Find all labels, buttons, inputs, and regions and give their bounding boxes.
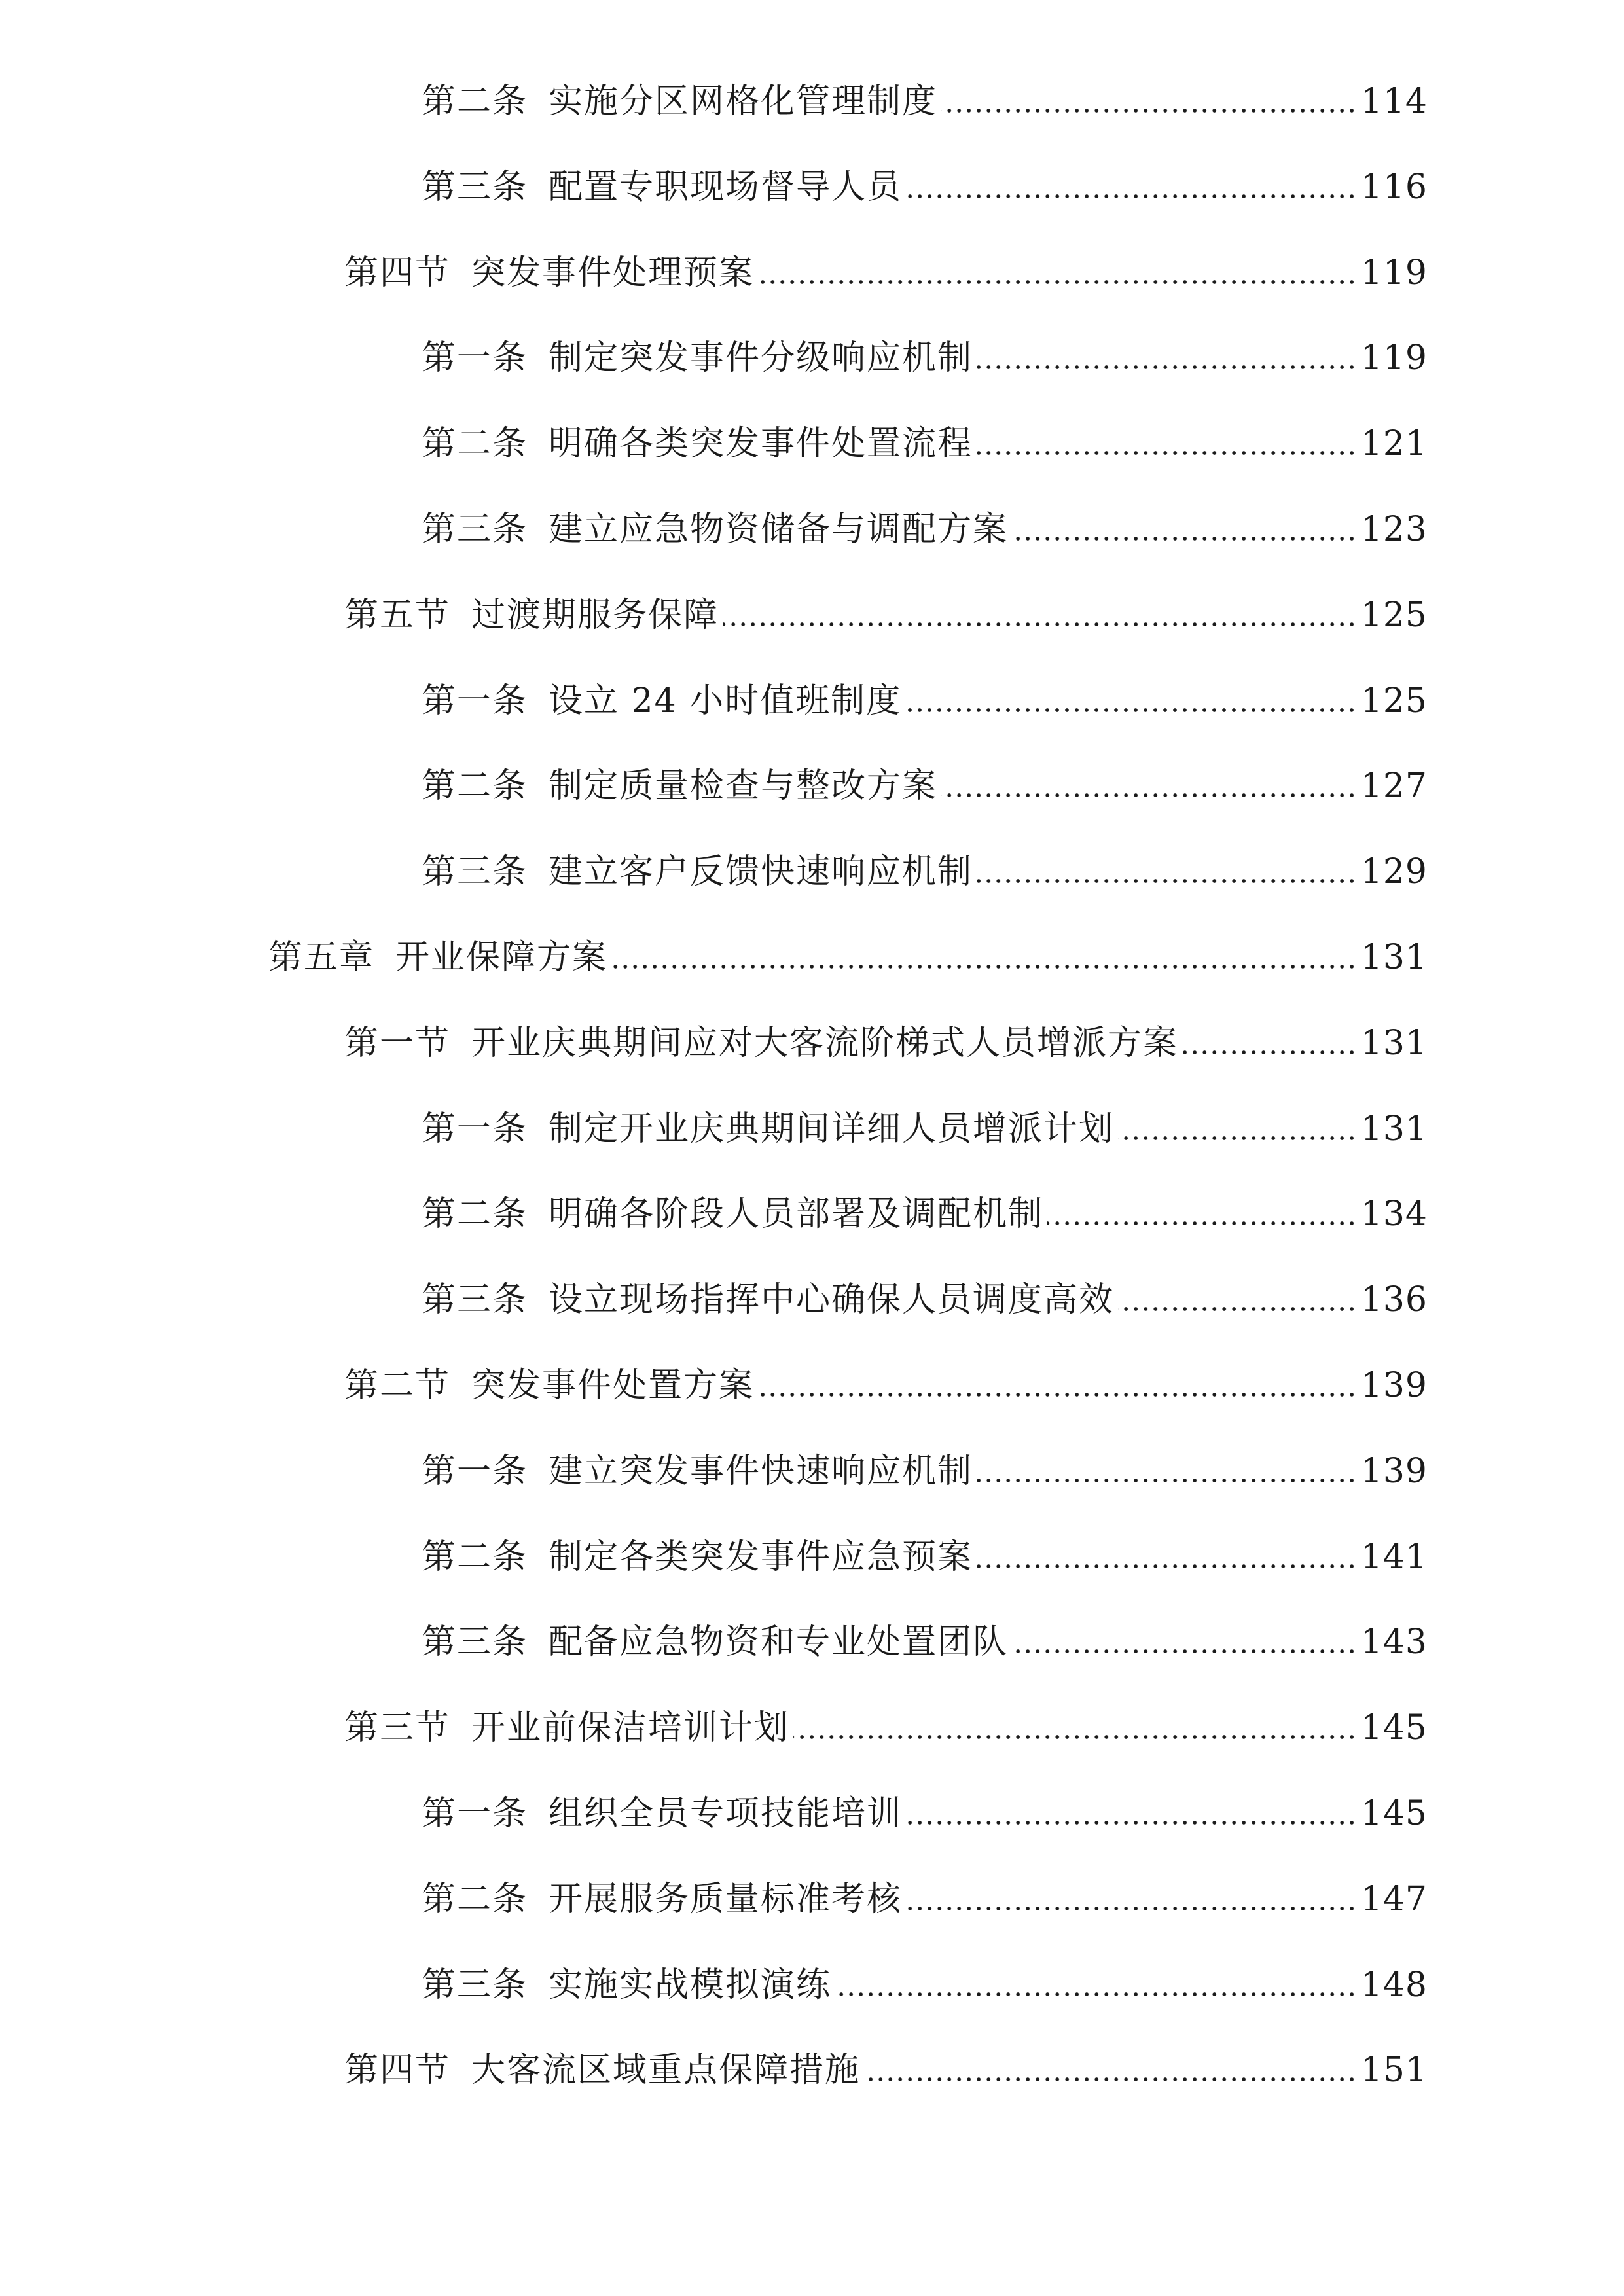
toc-entry-title: 过渡期服务保障 — [471, 595, 719, 635]
toc-page-number: 114 — [1360, 82, 1428, 121]
toc-page-number: 131 — [1360, 938, 1428, 977]
toc-entry-number: 第三条 — [422, 167, 528, 207]
toc-dot-leader — [941, 792, 1357, 798]
toc-entry-title: 制定突发事件分级响应机制 — [549, 338, 973, 378]
toc-dot-leader — [906, 193, 1357, 200]
toc-page-number: 148 — [1360, 1965, 1428, 2005]
toc-entry-title: 明确各类突发事件处置流程 — [549, 424, 973, 464]
toc-entry-number: 第四节 — [344, 2051, 451, 2090]
toc-entry-label — [422, 164, 902, 210]
toc-entry-title: 明确各阶段人员部署及调配机制 — [549, 1194, 1044, 1234]
toc-entry[interactable] — [422, 408, 1428, 467]
toc-entry-number: 第三条 — [422, 1965, 528, 2005]
toc-entry-label — [422, 79, 937, 124]
toc-entry-title: 配备应急物资和专业处置团队 — [549, 1623, 1009, 1662]
toc-dot-leader — [977, 364, 1357, 370]
toc-entry-title: 组织全员专项技能培训 — [549, 1794, 903, 1833]
toc-entry-number: 第一条 — [422, 338, 528, 378]
toc-page-number: 141 — [1360, 1537, 1428, 1577]
toc-entry[interactable] — [422, 665, 1428, 724]
toc-page-number: 131 — [1360, 1109, 1428, 1149]
toc-dot-leader — [1118, 1135, 1357, 1141]
toc-page-number: 131 — [1360, 1023, 1428, 1063]
toc-dot-leader — [758, 279, 1357, 285]
toc-entry-number: 第三条 — [422, 852, 528, 892]
toc-dot-leader — [977, 1563, 1357, 1570]
toc-dot-leader — [611, 963, 1357, 970]
toc-page-number: 139 — [1360, 1366, 1428, 1405]
toc-page-number: 129 — [1360, 852, 1428, 892]
toc-entry-label — [422, 1106, 1114, 1152]
toc-entry-number: 第三节 — [344, 1708, 451, 1748]
toc-entry-number: 第一条 — [422, 1109, 528, 1149]
toc-entry[interactable] — [344, 237, 1428, 296]
toc-entry-title: 开业庆典期间应对大客流阶梯式人员增派方案 — [471, 1023, 1179, 1063]
toc-entry-label — [344, 1705, 789, 1751]
toc-dot-leader — [1118, 1306, 1357, 1312]
toc-dot-leader — [1182, 1049, 1357, 1056]
toc-entry[interactable] — [422, 1435, 1428, 1494]
toc-entry[interactable] — [422, 493, 1428, 552]
toc-entry[interactable] — [422, 1093, 1428, 1152]
toc-dot-leader — [723, 621, 1357, 628]
toc-entry-label — [422, 1791, 902, 1837]
toc-entry-title: 实施分区网格化管理制度 — [549, 82, 938, 121]
toc-entry-label — [422, 763, 937, 809]
toc-page-number: 119 — [1360, 338, 1428, 378]
toc-dot-leader — [1012, 535, 1357, 542]
toc-entry[interactable] — [422, 65, 1428, 124]
toc-entry-number: 第一条 — [422, 1451, 528, 1491]
toc-entry-label — [344, 592, 719, 638]
toc-entry-label — [422, 849, 973, 895]
toc-dot-leader — [1012, 1648, 1357, 1655]
toc-entry[interactable] — [422, 750, 1428, 809]
toc-entry[interactable] — [422, 1606, 1428, 1665]
toc-page-number: 134 — [1360, 1194, 1428, 1234]
toc-entry-title: 建立客户反馈快速响应机制 — [549, 852, 973, 892]
toc-page-number: 121 — [1360, 424, 1428, 464]
toc-entry-title: 突发事件处置方案 — [471, 1366, 755, 1405]
toc-entry-label — [422, 1448, 973, 1494]
toc-entry-title: 设立 24 小时值班制度 — [549, 681, 902, 721]
toc-entry[interactable] — [344, 1692, 1428, 1751]
toc-entry-title: 开业保障方案 — [395, 938, 608, 977]
toc-dot-leader — [977, 1477, 1357, 1484]
toc-entry[interactable] — [422, 1778, 1428, 1837]
toc-entry[interactable] — [344, 1350, 1428, 1408]
toc-entry[interactable] — [422, 1949, 1428, 2008]
toc-page-number: 139 — [1360, 1451, 1428, 1491]
toc-entry[interactable] — [422, 1264, 1428, 1323]
toc-entry[interactable] — [344, 2034, 1428, 2093]
toc-entry-title: 建立应急物资储备与调配方案 — [549, 510, 1009, 549]
toc-entry[interactable] — [422, 1863, 1428, 1922]
toc-entry-label — [422, 1876, 902, 1922]
toc-entry-number: 第一条 — [422, 1794, 528, 1833]
toc-entry-label — [422, 1277, 1114, 1323]
toc-entry-number: 第二条 — [422, 424, 528, 464]
toc-dot-leader — [793, 1734, 1357, 1740]
toc-entry[interactable] — [344, 1007, 1428, 1066]
toc-entry-label — [422, 421, 973, 467]
toc-dot-leader — [977, 450, 1357, 456]
toc-entry-title: 实施实战模拟演练 — [549, 1965, 832, 2005]
toc-entry-title: 设立现场指挥中心确保人员调度高效 — [549, 1280, 1115, 1320]
toc-entry-label — [422, 1534, 973, 1580]
toc-entry-label — [422, 1962, 831, 2008]
toc-entry-title: 制定开业庆典期间详细人员增派计划 — [549, 1109, 1115, 1149]
toc-entry[interactable] — [422, 1178, 1428, 1237]
toc-entry-number: 第二条 — [422, 1194, 528, 1234]
toc-page-number: 116 — [1360, 167, 1428, 207]
toc-entry-number: 第二条 — [422, 1537, 528, 1577]
toc-entry-title: 配置专职现场督导人员 — [549, 167, 903, 207]
toc-page-number: 147 — [1360, 1879, 1428, 1919]
toc-page-number: 145 — [1360, 1794, 1428, 1833]
toc-page-number: 127 — [1360, 766, 1428, 806]
toc-entry-label — [344, 2047, 860, 2093]
toc-entry-title: 建立突发事件快速响应机制 — [549, 1451, 973, 1491]
toc-dot-leader — [906, 1905, 1357, 1912]
toc-entry-label — [344, 250, 754, 296]
toc-entry-number: 第五章 — [268, 938, 375, 977]
toc-entry-title: 制定质量检查与整改方案 — [549, 766, 938, 806]
toc-entry-label — [422, 1191, 1043, 1237]
toc-page-number: 136 — [1360, 1280, 1428, 1320]
toc-entry-title: 制定各类突发事件应急预案 — [549, 1537, 973, 1577]
toc-dot-leader — [905, 707, 1356, 713]
toc-entry-title: 突发事件处理预案 — [471, 253, 755, 293]
toc-dot-leader — [941, 107, 1357, 114]
toc-entry-label — [422, 678, 901, 724]
toc-page-number: 119 — [1360, 253, 1428, 293]
toc-entry[interactable] — [422, 322, 1428, 381]
toc-entry[interactable] — [268, 922, 1428, 980]
toc-dot-leader — [906, 1820, 1357, 1826]
toc-entry-title: 开业前保洁培训计划 — [471, 1708, 790, 1748]
toc-entry[interactable] — [422, 836, 1428, 895]
toc-dot-leader — [864, 2076, 1357, 2083]
toc-dot-leader — [977, 878, 1357, 884]
toc-page-number: 151 — [1360, 2051, 1428, 2090]
toc-dot-leader — [835, 1991, 1357, 1998]
toc-entry-number: 第二节 — [344, 1366, 451, 1405]
toc-dot-leader — [1047, 1220, 1357, 1227]
toc-page-number: 143 — [1360, 1623, 1428, 1662]
toc-page-number: 145 — [1360, 1708, 1428, 1748]
toc-entry-number: 第二条 — [422, 82, 528, 121]
toc-entry-title: 开展服务质量标准考核 — [549, 1879, 903, 1919]
toc-entry-number: 第一条 — [422, 681, 528, 721]
toc-entry-label — [268, 935, 607, 980]
toc-entry-number: 第三条 — [422, 510, 528, 549]
toc-page-number: 123 — [1360, 510, 1428, 549]
toc-entry-number: 第二条 — [422, 1879, 528, 1919]
toc-entry-number: 第五节 — [344, 595, 451, 635]
toc-entry-label — [422, 335, 973, 381]
toc-entry-number: 第二条 — [422, 766, 528, 806]
toc-entry-label — [344, 1020, 1178, 1066]
toc-page-number: 125 — [1360, 595, 1428, 635]
toc-dot-leader — [758, 1391, 1357, 1398]
toc-entry[interactable] — [344, 579, 1428, 638]
toc-entry-label — [422, 1619, 1008, 1665]
toc-entry-number: 第一节 — [344, 1023, 451, 1063]
toc-entry[interactable] — [422, 151, 1428, 210]
toc-entry-number: 第四节 — [344, 253, 451, 293]
toc-entry-number: 第三条 — [422, 1280, 528, 1320]
toc-entry[interactable] — [422, 1521, 1428, 1580]
toc-entry-label — [422, 507, 1008, 552]
toc-page-number: 125 — [1360, 681, 1428, 721]
toc-entry-number: 第三条 — [422, 1623, 528, 1662]
toc-entry-title: 大客流区域重点保障措施 — [471, 2051, 861, 2090]
toc-entry-label — [344, 1363, 754, 1408]
